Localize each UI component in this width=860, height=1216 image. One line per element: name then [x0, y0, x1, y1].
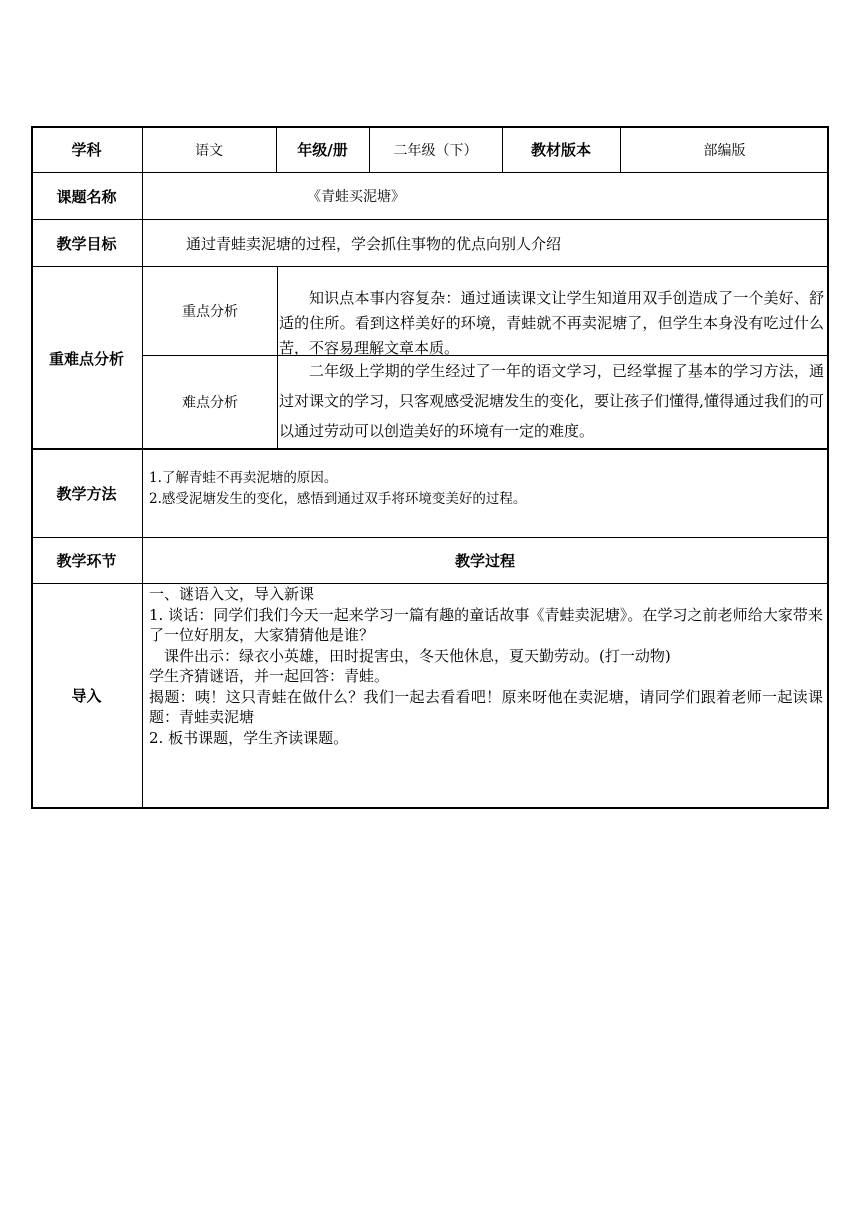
stage-header: 教学环节 — [56, 552, 117, 570]
methods-label: 教学方法 — [56, 485, 117, 503]
analysis-label: 重难点分析 — [48, 349, 124, 368]
lesson-plan-table — [31, 126, 829, 809]
intro-line: 揭题：咦！这只青蛙在做什么？我们一起去看看吧！原来呀他在卖泥塘，请同学们跟着老师一起读课题：青蛙卖泥塘 — [149, 687, 823, 726]
difficulty-text: 二年级上学期的学生经过了一年的语文学习，已经掌握了基本的学习方法，通过对课文的学习，只客观感受泥塘发生的变化，要让孩子们懂得,懂得通过我们的可以通过劳动可以创造美好的环境有一定的难度。 — [279, 362, 824, 440]
lesson-title-label: 课题名称 — [56, 187, 117, 206]
subject-value: 语文 — [195, 142, 223, 159]
edition-label: 教材版本 — [530, 141, 591, 159]
process-header: 教学过程 — [454, 552, 515, 570]
row-divider — [31, 448, 829, 450]
table-border-bottom — [31, 807, 829, 809]
lesson-title-value: 《青蛙买泥塘》 — [307, 189, 405, 205]
intro-content — [149, 584, 823, 748]
table-border-right — [827, 126, 829, 809]
intro-line: 一、谜语入文，导入新课 — [149, 585, 315, 603]
objective-value: 通过青蛙卖泥塘的过程，学会抓住事物的优点向别人介绍 — [186, 234, 562, 253]
objective-label: 教学目标 — [56, 234, 117, 253]
difficulty-label: 难点分析 — [182, 395, 238, 411]
key-point-text: 知识点本事内容复杂：通过通读课文让学生知道用双手创造成了一个美好、舒适的住所。看到这样美好的环境，青蛙就不再卖泥塘了，但学生本身没有吃过什么苦，不容易理解文章本质。 — [279, 289, 824, 357]
intro-line: 课件出示：绿衣小英雄，田时捉害虫，冬天他休息，夏天勤劳动。(打一动物) — [164, 646, 671, 665]
grade-value: 二年级（下） — [393, 142, 478, 159]
column-divider — [277, 266, 278, 449]
grade-label: 年级/册 — [297, 141, 348, 159]
edition-value: 部编版 — [703, 142, 746, 159]
subject-label: 学科 — [71, 141, 102, 159]
column-divider — [142, 126, 143, 809]
methods-list — [149, 468, 819, 510]
intro-line: 2. 板书课题，学生齐读课题。 — [149, 728, 349, 747]
intro-line: 学生齐猜谜语，并一起回答：青蛙。 — [149, 667, 390, 685]
list-item: 1.了解青蛙不再卖泥塘的原因。 — [149, 470, 338, 486]
intro-line: 1. 谈话：同学们我们今天一起来学习一篇有趣的童话故事《青蛙卖泥塘》。在学习之前老师给大家带来了一位好朋友，大家猜猜他是谁？ — [149, 605, 823, 644]
intro-label: 导入 — [71, 687, 102, 705]
key-point-label: 重点分析 — [182, 304, 238, 320]
list-item: 2.感受泥塘发生的变化，感悟到通过双手将环境变美好的过程。 — [149, 491, 527, 507]
